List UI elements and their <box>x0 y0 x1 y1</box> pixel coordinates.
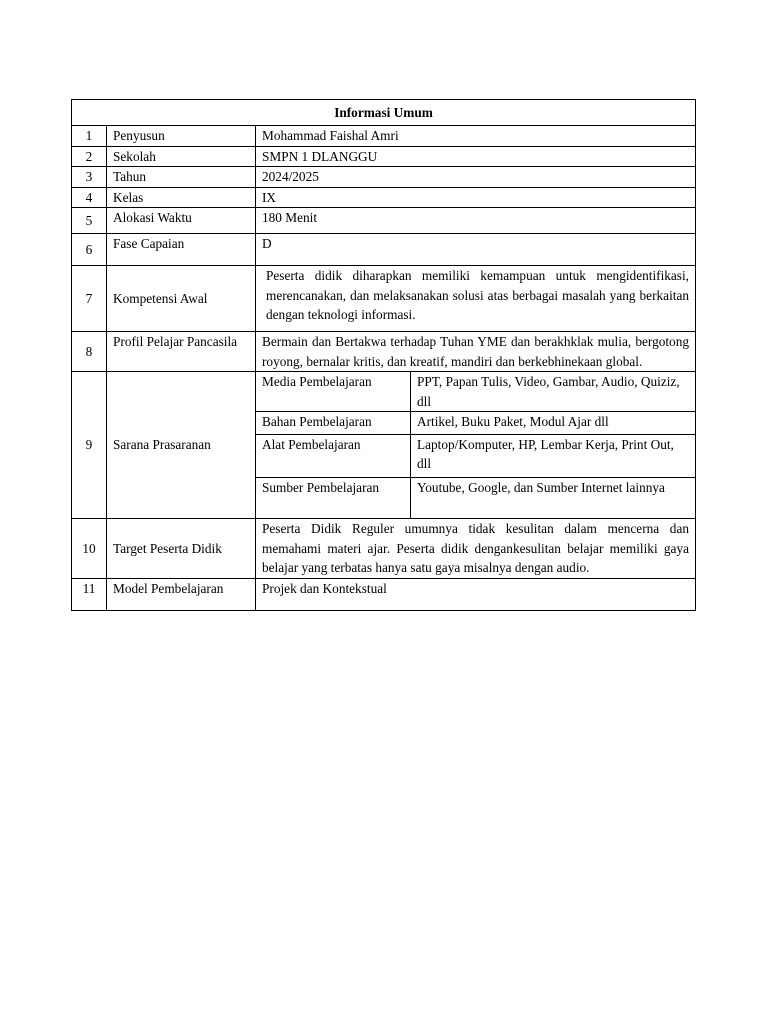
row-value: Peserta Didik Reguler umumnya tidak kesulitan dalam mencerna dan memahami materi ajar. Peserta didik dengankesulitan belajar memiliki gaya belajar yang terbatas hanya satu gaya misalnya dengan audio. <box>256 519 696 579</box>
row-label: Model Pembelajaran <box>107 578 256 610</box>
subtable-value: Laptop/Komputer, HP, Lembar Kerja, Print Out, dll <box>411 434 696 477</box>
row-number: 11 <box>72 578 107 610</box>
row-number: 1 <box>72 126 107 147</box>
row-number: 2 <box>72 146 107 167</box>
subtable-row <box>256 434 695 477</box>
table-row <box>72 266 696 332</box>
row-number: 10 <box>72 519 107 579</box>
table-title: Informasi Umum <box>72 100 696 126</box>
sarana-subtable-cell <box>256 372 696 519</box>
row-label: Tahun <box>107 167 256 188</box>
subtable-row <box>256 412 695 435</box>
subtable-value: Artikel, Buku Paket, Modul Ajar dll <box>411 412 696 435</box>
subtable-label: Bahan Pembelajaran <box>256 412 411 435</box>
sarana-subtable <box>256 372 695 518</box>
row-number: 6 <box>72 234 107 266</box>
row-value: SMPN 1 DLANGGU <box>256 146 696 167</box>
row-number: 4 <box>72 187 107 208</box>
row-value: 180 Menit <box>256 208 696 234</box>
general-info-table <box>71 99 696 611</box>
row-label: Sekolah <box>107 146 256 167</box>
table-title-row <box>72 100 696 126</box>
row-value: D <box>256 234 696 266</box>
subtable-row <box>256 372 695 412</box>
row-label: Profil Pelajar Pancasila <box>107 332 256 372</box>
table-row <box>72 208 696 234</box>
row-number: 7 <box>72 266 107 332</box>
row-label: Penyusun <box>107 126 256 147</box>
table-row <box>72 578 696 610</box>
row-number: 9 <box>72 372 107 519</box>
subtable-label: Sumber Pembelajaran <box>256 477 411 518</box>
row-label: Kelas <box>107 187 256 208</box>
subtable-value: Youtube, Google, dan Sumber Internet lainnya <box>417 479 665 495</box>
table-row <box>72 234 696 266</box>
row-label: Target Peserta Didik <box>107 519 256 579</box>
table-row <box>72 167 696 188</box>
row-value: Projek dan Kontekstual <box>256 578 696 610</box>
row-value: 2024/2025 <box>256 167 696 188</box>
row-value: IX <box>256 187 696 208</box>
table-row <box>72 187 696 208</box>
subtable-label: Media Pembelajaran <box>256 372 411 412</box>
table-row <box>72 372 696 519</box>
row-label: Kompetensi Awal <box>107 266 256 332</box>
row-value: Mohammad Faishal Amri <box>256 126 696 147</box>
table-row <box>72 519 696 579</box>
row-label: Sarana Prasaranan <box>107 372 256 519</box>
row-value: Bermain dan Bertakwa terhadap Tuhan YME dan berakhklak mulia, bergotong royong, bernalar kritis, dan kreatif, mandiri dan berkebhinekaan global. <box>256 332 696 372</box>
table-row <box>72 146 696 167</box>
table-row <box>72 126 696 147</box>
subtable-label: Alat Pembelajaran <box>256 434 411 477</box>
row-number: 5 <box>72 208 107 234</box>
row-value: Peserta didik diharapkan memiliki kemampuan untuk mengidentifikasi, merencanakan, dan melaksanakan solusi atas berbagai masalah yang berkaitan dengan teknologi informasi. <box>256 266 696 332</box>
subtable-value: PPT, Papan Tulis, Video, Gambar, Audio, Quiziz, dll <box>411 372 696 412</box>
subtable-row <box>256 477 695 518</box>
row-number: 8 <box>72 332 107 372</box>
row-label: Fase Capaian <box>107 234 256 266</box>
table-row <box>72 332 696 372</box>
row-label: Alokasi Waktu <box>107 208 256 234</box>
row-number: 3 <box>72 167 107 188</box>
